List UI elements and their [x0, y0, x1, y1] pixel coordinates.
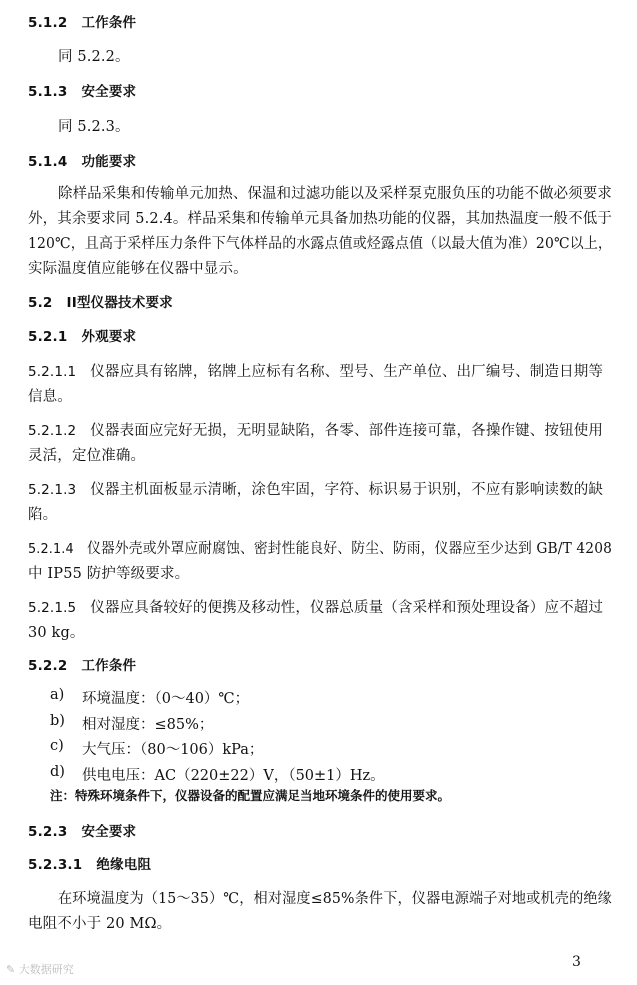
- paragraph-line: 同 5.2.3。: [58, 119, 130, 135]
- section-title: II型仪器技术要求: [66, 295, 173, 311]
- clause-text: 仪器外壳或外罩应耐腐蚀、密封性能良好、防尘、防雨，仪器应至少达到 GB/T 4208: [87, 541, 612, 557]
- list-text: 供电电压：AC（220±22）V，（50±1）Hz。: [82, 768, 385, 784]
- list-text: 相对湿度：≤85%；: [82, 717, 214, 733]
- list-item: [0, 764, 637, 784]
- section-number: 5.2.2: [28, 658, 68, 674]
- paragraph-line: 灵活，定位准确。: [28, 448, 146, 464]
- section-title: 安全要求: [81, 84, 137, 100]
- list-letter: d): [50, 764, 65, 780]
- section-heading-5-1-2: [28, 11, 136, 31]
- list-item: [0, 738, 637, 758]
- paragraph-line: 同 5.2.2。: [58, 49, 130, 65]
- clause-text: 仪器主机面板显示清晰，涂色牢固，字符、标识易于识别，不应有影响读数的缺: [90, 482, 604, 498]
- section-title: 安全要求: [81, 824, 137, 840]
- clause-5-2-1-3: [28, 478, 603, 499]
- watermark-text: 大数据研究: [18, 963, 74, 976]
- list-text: 环境温度：（0～40）℃；: [82, 691, 250, 707]
- section-title: 绝缘电阻: [96, 857, 152, 873]
- page-number: 3: [572, 954, 581, 970]
- paragraph-line: 外，其余要求同 5.2.4。样品采集和传输单元具备加热功能的仪器，其加热温度一般不低于: [28, 211, 612, 227]
- section-heading-5-2-2: [28, 654, 136, 674]
- paragraph-line: 电阻不小于 20 MΩ。: [28, 916, 172, 932]
- section-title: 工作条件: [81, 15, 137, 31]
- clause-text: 仪器表面应完好无损，无明显缺陷，各零、部件连接可靠，各操作键、按钮使用: [90, 423, 604, 439]
- clause-text: 仪器应具有铭牌，铭牌上应标有名称、型号、生产单位、出厂编号、制造日期等: [90, 364, 604, 380]
- section-heading-5-2: [28, 291, 173, 311]
- list-text: 大气压：（80～106）kPa；: [82, 742, 264, 758]
- clause-number: 5.2.1.3: [28, 482, 77, 498]
- list-letter: a): [50, 687, 65, 703]
- paragraph-line: 除样品采集和传输单元加热、保温和过滤功能以及采样泵克服负压的功能不做必须要求: [58, 186, 612, 202]
- note: 注：特殊环境条件下，仪器设备的配置应满足当地环境条件的使用要求。: [50, 788, 451, 803]
- clause-number: 5.2.1.2: [28, 423, 77, 439]
- section-heading-5-2-3-1: [28, 853, 151, 873]
- paragraph-line: 120℃，且高于采样压力条件下气体样品的水露点值或烃露点值（以最大值为准）20℃以上，: [28, 236, 613, 252]
- section-number: 5.2: [28, 295, 53, 311]
- clause-5-2-1-5: [28, 596, 603, 617]
- clause-text: 仪器应具备较好的便携及移动性，仪器总质量（含采样和预处理设备）应不超过: [90, 600, 604, 616]
- clause-number: 5.2.1.5: [28, 600, 77, 616]
- section-heading-5-2-1: [28, 325, 136, 345]
- paragraph-line: 30 kg。: [28, 625, 85, 641]
- list-item: [0, 687, 637, 707]
- section-heading-5-1-3: [28, 80, 136, 100]
- paragraph-line: 实际温度值应能够在仪器中显示。: [28, 261, 248, 277]
- section-number: 5.1.2: [28, 15, 68, 31]
- paragraph-line: 中 IP55 防护等级要求。: [28, 566, 190, 582]
- section-number: 5.2.1: [28, 329, 68, 345]
- watermark-icon: ✎: [6, 963, 19, 976]
- section-heading-5-2-3: [28, 820, 136, 840]
- list-item: [0, 713, 637, 733]
- list-letter: b): [50, 713, 65, 729]
- section-title: 工作条件: [81, 658, 137, 674]
- section-number: 5.1.3: [28, 84, 68, 100]
- section-title: 功能要求: [81, 154, 137, 170]
- paragraph-line: 在环境温度为（15～35）℃，相对湿度≤85%条件下，仪器电源端子对地或机壳的绝缘: [58, 891, 612, 907]
- section-number: 5.2.3: [28, 824, 68, 840]
- list-letter: c): [50, 738, 64, 754]
- clause-5-2-1-2: [28, 419, 603, 440]
- section-number: 5.1.4: [28, 154, 68, 170]
- paragraph-line: 信息。: [28, 389, 72, 405]
- section-heading-5-1-4: [28, 150, 136, 170]
- clause-number: 5.2.1.4: [28, 541, 74, 557]
- clause-5-2-1-4: [28, 537, 612, 558]
- section-title: 外观要求: [81, 329, 137, 345]
- section-number: 5.2.3.1: [28, 857, 83, 873]
- watermark: [6, 961, 74, 977]
- paragraph-line: 陷。: [28, 507, 58, 523]
- clause-5-2-1-1: [28, 360, 603, 381]
- clause-number: 5.2.1.1: [28, 364, 77, 380]
